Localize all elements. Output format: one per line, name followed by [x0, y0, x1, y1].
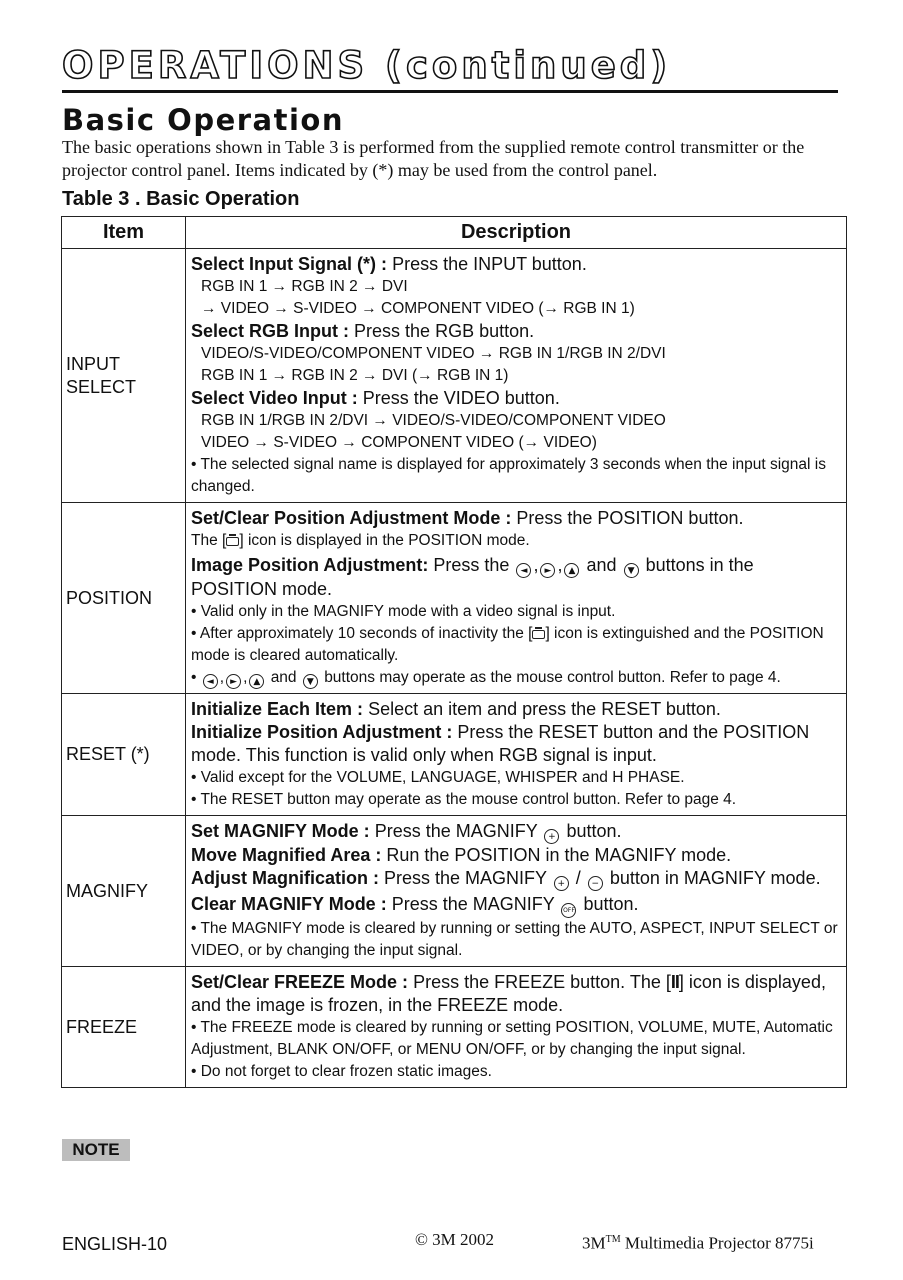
clear-magnify-text-a: Press the MAGNIFY [391, 894, 555, 914]
footer-trademark: TM [605, 1234, 621, 1245]
adjust-magnification-text-b: button in MAGNIFY mode. [609, 868, 821, 888]
position-note-1: • Valid only in the MAGNIFY mode with a video signal is input. [191, 603, 616, 620]
clear-magnify-title: Clear MAGNIFY Mode : [191, 894, 387, 914]
title-rule [62, 90, 838, 93]
arrow-left-icon: ◄ [516, 563, 531, 578]
description-reset [186, 694, 847, 816]
arrow-up-icon: ▲ [564, 563, 579, 578]
select-video-sequence-2: VIDEO → S-VIDEO → COMPONENT VIDEO (→ VIDEO) [201, 434, 597, 451]
select-input-sequence-1: RGB IN 1 → RGB IN 2 → DVI [201, 278, 408, 295]
page-title: OPERATIONS (continued) [62, 44, 672, 87]
table-row [62, 503, 847, 694]
select-rgb-text: Press the RGB button. [354, 321, 535, 341]
arrow-right-icon: ► [226, 674, 241, 689]
arrow-up-icon: ▲ [249, 674, 264, 689]
table-row [62, 967, 847, 1088]
position-note-3-bullet: • [191, 669, 197, 686]
image-position-and: and [586, 555, 617, 575]
table-row [62, 816, 847, 967]
description-magnify [186, 816, 847, 967]
set-magnify-title: Set MAGNIFY Mode : [191, 821, 370, 841]
table-row [62, 249, 847, 503]
adjust-magnification-text-a: Press the MAGNIFY [384, 868, 547, 888]
table-header-row [62, 217, 847, 249]
position-icon [226, 537, 239, 546]
note-badge: NOTE [62, 1139, 130, 1161]
select-video-text: Press the VIDEO button. [362, 388, 560, 408]
magnify-plus-icon: + [544, 829, 559, 844]
magnify-off-icon: OFF [561, 903, 576, 918]
select-rgb-title: Select RGB Input : [191, 321, 350, 341]
set-magnify-text-b: button. [566, 821, 622, 841]
select-rgb-sequence-2: RGB IN 1 → RGB IN 2 → DVI (→ RGB IN 1) [201, 367, 509, 384]
item-freeze: FREEZE [62, 967, 186, 1088]
reset-note-2: • The RESET button may operate as the mouse control button. Refer to page 4. [191, 791, 737, 808]
footer-brand: 3M [582, 1233, 606, 1253]
position-note-2a: • After approximately 10 seconds of inactivity the [ [191, 625, 533, 642]
image-position-text-a: Press the [433, 555, 510, 575]
description-input-select [186, 249, 847, 503]
footer-product-name: Multimedia Projector 8775i [620, 1233, 814, 1253]
intro-paragraph: The basic operations shown in Table 3 is performed from the supplied remote control transmitter or the projector control panel. Items indicated by (*) may be used from the control panel. [62, 137, 805, 180]
item-position: POSITION [62, 503, 186, 694]
initialize-position-title: Initialize Position Adjustment : [191, 722, 453, 742]
position-mode-title: Set/Clear Position Adjustment Mode : [191, 508, 512, 528]
table-caption: Table 3 . Basic Operation [62, 188, 300, 210]
freeze-mode-text-b: ] icon is displayed, and the image is frozen, in the FREEZE mode. [191, 972, 826, 1015]
reset-note-1: • Valid except for the VOLUME, LANGUAGE, WHISPER and H PHASE. [191, 769, 685, 786]
position-icon [532, 630, 545, 639]
initialize-item-title: Initialize Each Item : [191, 699, 364, 719]
select-video-sequence-1: RGB IN 1/RGB IN 2/DVI → VIDEO/S-VIDEO/COMPONENT VIDEO [201, 412, 666, 429]
description-position: Set/Clear Position Adjustment Mode : Press the POSITION button. The [ ] icon is displayed in the POSITION mode. Image Position Adjustment: Press the ◄ , ► , ▲ and ▼ buttons in the POSITION mode. • Valid only in the MAGNIFY mode with a video signal is input. • After approximately 10 seconds of inactivity the [ ] icon is extinguished and the POSITION mode is cleared automatically. • ◄ , ► , ▲ and ▼ buttons may operate as the mouse control button. Refer to page 4. [186, 503, 847, 694]
magnify-plus-icon: + [554, 876, 569, 891]
set-magnify-text-a: Press the MAGNIFY [374, 821, 538, 841]
move-magnified-text: Run the POSITION in the MAGNIFY mode. [386, 845, 732, 865]
header-description: Description [186, 217, 847, 249]
initialize-item-text: Select an item and press the RESET button. [368, 699, 721, 719]
footer-page-label: ENGLISH-10 [62, 1234, 168, 1254]
adjust-magnification-slash: / [575, 868, 581, 888]
item-magnify: MAGNIFY [62, 816, 186, 967]
select-input-sequence-2: → VIDEO → S-VIDEO → COMPONENT VIDEO (→ RGB IN 1) [201, 300, 635, 317]
image-position-text-b: buttons in the POSITION mode. [191, 555, 754, 599]
freeze-mode-text-a: Press the FREEZE button. The [ [413, 972, 671, 992]
position-icon-text-b: ] icon is displayed in the POSITION mode. [239, 532, 530, 549]
select-input-mark: (*) : [357, 254, 388, 274]
freeze-note-1: • The FREEZE mode is cleared by running or setting POSITION, VOLUME, MUTE, Automatic Adjustment, BLANK ON/OFF, or MENU ON/OFF, or by changing the input signal. [191, 1019, 833, 1058]
clear-magnify-text-b: button. [583, 894, 639, 914]
arrow-down-icon: ▼ [303, 674, 318, 689]
header-item: Item [62, 217, 186, 249]
freeze-icon: II [670, 972, 679, 992]
select-input-title: Select Input Signal [191, 254, 353, 274]
arrow-down-icon: ▼ [624, 563, 639, 578]
footer-copyright: © 3M 2002 [415, 1230, 495, 1249]
item-input-select: INPUT SELECT [62, 249, 186, 503]
basic-operation-table [61, 216, 847, 1088]
position-note-2b: ] icon is extinguished and the POSITION mode is cleared automatically. [191, 625, 824, 664]
image-position-title: Image Position Adjustment: [191, 555, 429, 575]
freeze-note-2: • Do not forget to clear frozen static images. [191, 1063, 492, 1080]
freeze-mode-title: Set/Clear FREEZE Mode : [191, 972, 409, 992]
position-icon-text-a: The [ [191, 532, 227, 549]
position-note-3-text: buttons may operate as the mouse control button. Refer to page 4. [324, 669, 781, 686]
select-video-title: Select Video Input : [191, 388, 358, 408]
item-reset: RESET (*) [62, 694, 186, 816]
select-rgb-sequence-1: VIDEO/S-VIDEO/COMPONENT VIDEO → RGB IN 1/RGB IN 2/DVI [201, 345, 666, 362]
section-heading: Basic Operation [62, 103, 344, 137]
description-freeze [186, 967, 847, 1088]
position-mode-text: Press the POSITION button. [516, 508, 744, 528]
input-select-note: • The selected signal name is displayed for approximately 3 seconds when the input signal is changed. [191, 456, 826, 495]
adjust-magnification-title: Adjust Magnification : [191, 868, 379, 888]
move-magnified-title: Move Magnified Area : [191, 845, 382, 865]
initialize-position-text: Press the RESET button and the POSITION mode. This function is valid only when RGB signal is input. [191, 722, 810, 765]
select-input-text: Press the INPUT button. [392, 254, 587, 274]
arrow-right-icon: ► [540, 563, 555, 578]
footer-product [582, 1228, 814, 1256]
magnify-note-1: • The MAGNIFY mode is cleared by running or setting the AUTO, ASPECT, INPUT SELECT or VIDEO, or by changing the input signal. [191, 920, 838, 959]
arrow-left-icon: ◄ [203, 674, 218, 689]
position-note-3-and: and [270, 669, 297, 686]
magnify-minus-icon: − [588, 876, 603, 891]
table-row [62, 694, 847, 816]
